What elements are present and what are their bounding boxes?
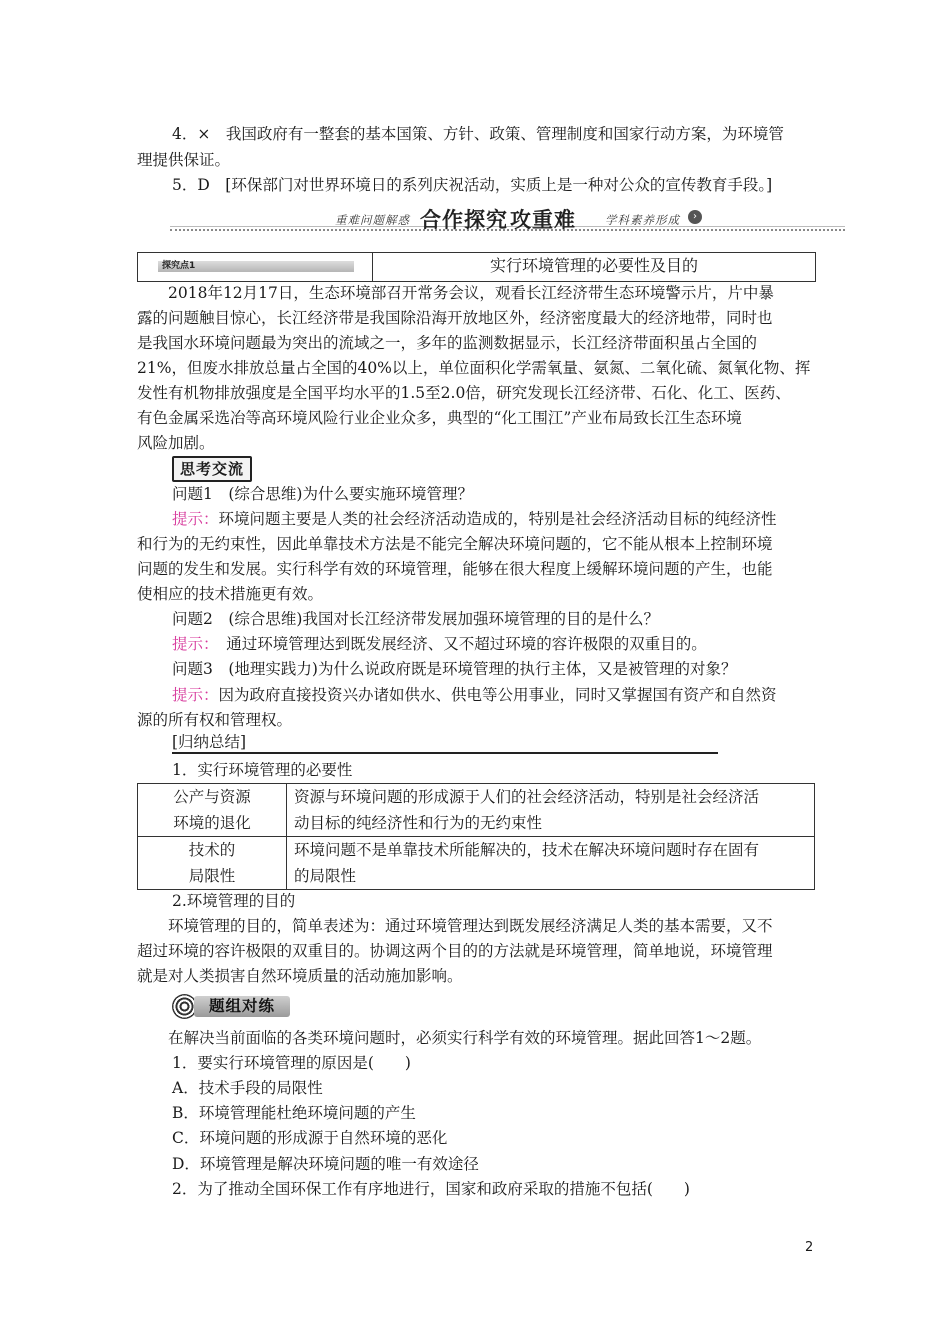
banner-title-part-b: 攻重难: [510, 208, 576, 232]
passage-line-3: 是我国水环境问题最为突出的流域之一，多年的监测数据显示，长江经济带面积虽占全国的: [137, 334, 758, 352]
topic-tag: 探究点1: [158, 261, 354, 272]
option-d: D．环境管理是解决环境问题的唯一有效途径: [172, 1155, 479, 1173]
answer-4-line-2: 理提供保证。: [137, 151, 231, 169]
banner-right-caption: 学科素养形成: [605, 213, 680, 227]
practice-question-2: 2．为了推动全国环保工作有序地进行，国家和政府采取的措施不包括( ): [172, 1180, 690, 1198]
question-2: 问题2 (综合思维)我国对长江经济带发展加强环境管理的目的是什么？: [172, 610, 659, 628]
purpose-line-1: 环境管理的目的，简单表述为：通过环境管理达到既发展经济满足人类的基本需要，又不: [137, 917, 773, 935]
summary-label: [归纳总结]: [172, 732, 718, 754]
hint-1-line-3: 问题的发生和发展。实行科学有效的环境管理，能够在很大程度上缓解环境问题的产生，也能: [137, 560, 773, 578]
practice-group-header: [172, 994, 292, 1019]
purpose-line-2: 超过环境的容许极限的双重目的。协调这两个目的的方法就是环境管理，简单地说，环境管理: [137, 942, 773, 960]
purpose-line-3: 就是对人类损害自然环境质量的活动施加影响。: [137, 967, 463, 985]
table-row: [138, 784, 815, 837]
hint-label: 提示：: [172, 510, 219, 528]
think-exchange-label: 思考交流: [172, 456, 252, 482]
hint-3-line-1: 提示：因为政府直接投资兴办诸如供水、供电等公用事业，同时又掌握国有资产和自然资: [172, 686, 777, 704]
hint-2: 提示： 通过环境管理达到既发展经济、又不超过环境的容许极限的双重目的。: [172, 635, 707, 653]
passage-line-1: 2018年12月17日，生态环境部召开常务会议，观看长江经济带生态环境警示片，片中暴: [137, 284, 774, 302]
hint-3-line-2: 源的所有权和管理权。: [137, 711, 293, 729]
option-c: C．环境问题的形成源于自然环境的恶化: [172, 1129, 448, 1147]
option-a: A．技术手段的局限性: [172, 1079, 323, 1097]
hint-1-line-4: 使相应的技术措施更有效。: [137, 585, 324, 603]
question-3: 问题3 (地理实践力)为什么说政府既是环境管理的执行主体，又是被管理的对象？: [172, 660, 737, 678]
banner-title-part-a: 合作探究: [420, 208, 508, 232]
passage-line-2: 露的问题触目惊心，长江经济带是我国除沿海开放地区外，经济密度最大的经济地带，同时也: [137, 309, 773, 327]
summary-heading-1: 1．实行环境管理的必要性: [172, 761, 353, 779]
passage-line-7: 风险加剧。: [137, 434, 215, 452]
table-value-cell: 环境问题不是单靠技术所能解决的，技术在解决环境问题时存在固有 的局限性: [287, 837, 815, 890]
hint-1-line-1: 提示：环境问题主要是人类的社会经济活动造成的，特别是社会经济活动目标的纯经济性: [172, 510, 777, 528]
topic-tag-cell: [138, 253, 373, 281]
answer-5: 5．D [环保部门对世界环境日的系列庆祝活动，实质上是一种对公众的宣传教育手段。]: [172, 176, 773, 194]
page-number: 2: [805, 1240, 814, 1255]
hint-label: 提示：: [172, 635, 211, 653]
arrow-right-icon: ›: [688, 210, 702, 224]
option-b: B．环境管理能杜绝环境问题的产生: [172, 1104, 416, 1122]
summary-heading-2: 2.环境管理的目的: [172, 892, 296, 910]
necessity-table: [137, 783, 815, 890]
table-key-cell: 公产与资源 环境的退化: [138, 784, 287, 837]
practice-group-label: 题组对练: [194, 996, 290, 1017]
practice-intro: 在解决当前面临的各类环境问题时，必须实行科学有效的环境管理。据此回答1～2题。: [137, 1029, 762, 1047]
passage-line-4: 21%，但废水排放总量占全国的40%以上，单位面积化学需氧量、氨氮、二氧化硫、氮氧化物、挥: [137, 359, 811, 377]
passage-line-6: 有色金属采选冶等高环境风险行业企业众多，典型的“化工围江”产业布局致长江生态环境: [137, 409, 742, 427]
hint-label: 提示：: [172, 686, 219, 704]
section-banner: [170, 203, 845, 233]
practice-question-1: 1．要实行环境管理的原因是( ): [172, 1054, 411, 1072]
banner-left-caption: 重难问题解惑: [335, 213, 410, 227]
table-row: [138, 837, 815, 890]
table-key-cell: 技术的 局限性: [138, 837, 287, 890]
hint-1-line-2: 和行为的无约束性，因此单靠技术方法是不能完全解决环境问题的，它不能从根本上控制环境: [137, 535, 773, 553]
topic-title: 实行环境管理的必要性及目的: [489, 256, 698, 275]
question-1: 问题1 (综合思维)为什么要实施环境管理？: [172, 485, 473, 503]
topic-header: [137, 252, 816, 282]
answer-4-line-1: 4．× 我国政府有一整套的基本国策、方针、政策、管理制度和国家行动方案，为环境管: [172, 125, 784, 143]
table-value-cell: 资源与环境问题的形成源于人们的社会经济活动，特别是社会经济活 动目标的纯经济性和行为的无约束性: [287, 784, 815, 837]
passage-line-5: 发性有机物排放强度是全国平均水平的1.5至2.0倍，研究发现长江经济带、石化、化工、医药、: [137, 384, 791, 402]
